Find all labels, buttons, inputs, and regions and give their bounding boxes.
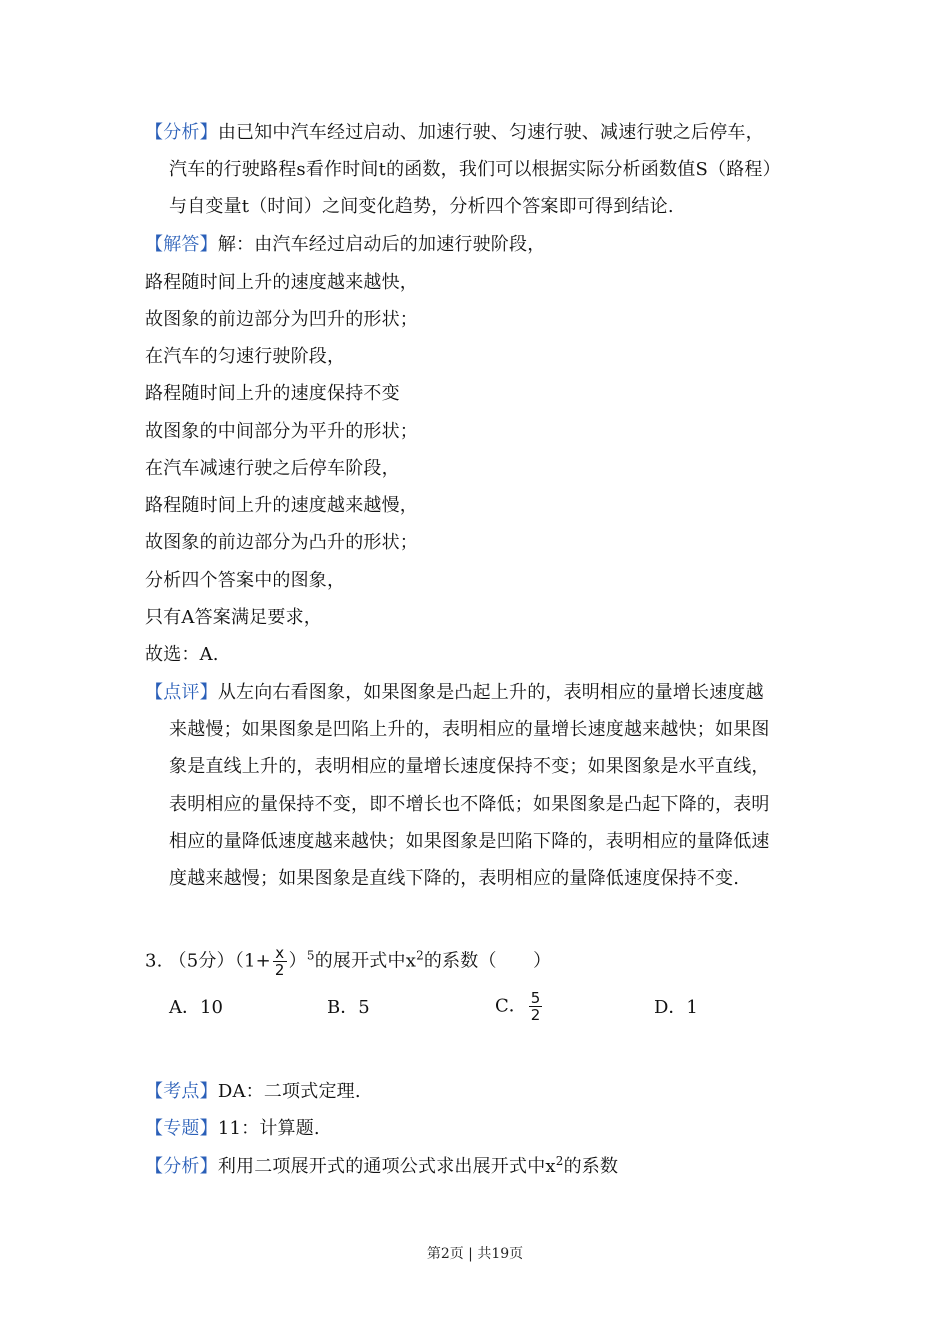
fraction-numerator: 5 — [530, 989, 541, 1007]
solution-line: 分析四个答案中的图象， — [145, 570, 346, 591]
fraction-5-over-2 — [529, 990, 543, 1023]
analysis2-line — [145, 1155, 618, 1179]
analysis2-text: 利用二项展开式的通项公式求出展开式中x — [217, 1156, 556, 1177]
fraction-denominator: 2 — [274, 961, 285, 979]
option-c-label: C． — [495, 995, 527, 1017]
option-a[interactable]: A．10 — [169, 997, 223, 1018]
exponent-2: 2 — [555, 1154, 564, 1168]
page-footer: 第2页 | 共19页 — [426, 1246, 524, 1262]
kaodian-tag: 【考点】 — [145, 1081, 218, 1102]
solution-line: 只有A答案满足要求， — [145, 607, 322, 628]
question-3-stem — [145, 945, 551, 978]
analysis-line-3: 与自变量t（时间）之间变化趋势，分析四个答案即可得到结论. — [169, 196, 674, 217]
zhuanti-tag: 【专题】 — [145, 1118, 218, 1139]
fraction-x-over-2 — [273, 945, 287, 978]
option-d[interactable]: D．1 — [654, 997, 698, 1018]
exponent-5: 5 — [306, 948, 315, 963]
solution-tag: 【解答】 — [145, 234, 218, 255]
exponent-2: 2 — [416, 948, 424, 963]
comment-line-5: 相应的量降低速度越来越快；如果图象是凹陷下降的，表明相应的量降低速 — [169, 831, 770, 852]
comment-line-1 — [145, 681, 764, 705]
zhuanti-line — [145, 1117, 320, 1141]
kaodian-line — [145, 1080, 361, 1104]
analysis-text-1: 由已知中汽车经过启动、加速行驶、匀速行驶、减速行驶之后停车， — [217, 122, 764, 143]
comment-line-2: 来越慢；如果图象是凹陷上升的，表明相应的量增长速度越来越快；如果图 — [169, 719, 770, 740]
analysis-tag: 【分析】 — [145, 122, 218, 143]
analysis2-tag: 【分析】 — [145, 1156, 218, 1177]
expr-open: （1+ — [234, 950, 271, 972]
solution-line: 在汽车减速行驶之后停车阶段， — [145, 458, 400, 479]
solution-text-first: 解：由汽车经过启动后的加速行驶阶段， — [217, 234, 546, 255]
analysis-line-1 — [145, 121, 764, 145]
solution-line: 故图象的中间部分为平升的形状； — [145, 421, 418, 442]
kaodian-text: DA：二项式定理. — [217, 1081, 361, 1102]
solution-line-first — [145, 233, 545, 257]
comment-line-3: 象是直线上升的，表明相应的量增长速度保持不变；如果图象是水平直线， — [169, 756, 770, 777]
expr-close: ） — [288, 950, 307, 972]
analysis2-text-2: 的系数 — [563, 1156, 619, 1177]
question-number: 3. — [145, 950, 163, 972]
comment-line-6: 度越来越慢；如果图象是直线下降的，表明相应的量降低速度保持不变. — [169, 868, 740, 889]
comment-text-1: 从左向右看图象，如果图象是凸起上升的，表明相应的量增长速度越 — [217, 682, 764, 703]
option-b[interactable]: B．5 — [327, 997, 370, 1018]
solution-line: 故图象的前边部分为凸升的形状； — [145, 532, 418, 553]
question-score: （5分） — [168, 950, 235, 972]
solution-line: 路程随时间上升的速度保持不变 — [145, 383, 400, 404]
question-text-2: 的系数（ ） — [423, 950, 552, 972]
question-text-1: 的展开式中x — [314, 950, 417, 972]
solution-line: 故图象的前边部分为凹升的形状； — [145, 309, 418, 330]
analysis-line-2: 汽车的行驶路程s看作时间t的函数，我们可以根据实际分析函数值S（路程） — [169, 159, 781, 180]
solution-line: 路程随时间上升的速度越来越慢， — [145, 495, 418, 516]
comment-tag: 【点评】 — [145, 682, 218, 703]
comment-line-4: 表明相应的量保持不变，即不增长也不降低；如果图象是凸起下降的，表明 — [169, 794, 770, 815]
fraction-numerator: x — [273, 945, 287, 962]
solution-line: 在汽车的匀速行驶阶段， — [145, 346, 346, 367]
option-c[interactable] — [495, 990, 544, 1023]
zhuanti-text: 11：计算题. — [217, 1118, 320, 1139]
fraction-denominator: 2 — [530, 1006, 541, 1024]
solution-line: 路程随时间上升的速度越来越快， — [145, 272, 418, 293]
solution-answer: 故选：A. — [145, 644, 219, 665]
